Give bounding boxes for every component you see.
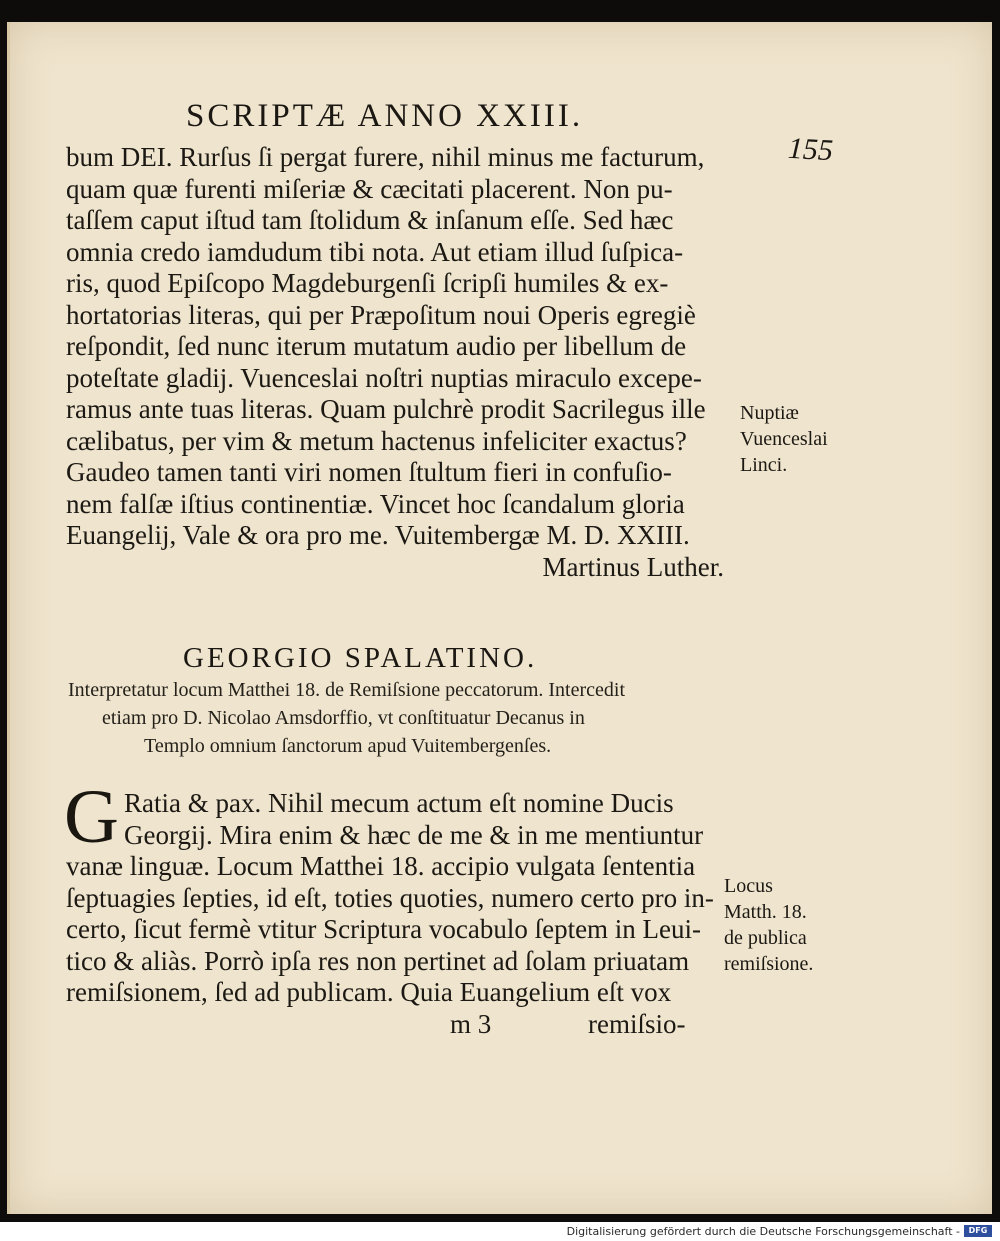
letter-summary [68,676,728,760]
margin-note-line: Locus [724,875,773,897]
drop-cap: G [64,775,119,859]
text-line: bum DEI. Rurſus ſi pergat furere, nihil minus me facturum, [66,142,705,172]
text-line: hortatorias literas, qui per Præpoſitum noui Operis egregiè [66,299,696,330]
page-number: 155 [787,131,834,168]
running-head: SCRIPTÆ ANNO XXIII. [186,98,584,134]
text-line: taſſem caput iſtud tam ſtolidum & inſanum eſſe. Sed hæc [66,205,674,235]
margin-note-nuptiae [740,400,828,478]
text-line: nem falſæ iſtius continentiæ. Vincet hoc ſcandalum gloria [66,488,685,519]
section-heading: GEORGIO SPALATINO. [183,642,538,674]
text-line: certo, ſicut fermè vtitur Scriptura vocabulo ſeptem in Leui- [66,914,702,944]
margin-note-line: Vuenceslai [740,428,828,450]
text-line: Euangelij, Vale & ora pro me. Vuitembergæ M. D. XXIII. [66,520,690,550]
text-line: poteſtate gladij. Vuenceslai noſtri nuptias miraculo excepe- [66,362,702,393]
text-line: remiſsionem, ſed ad publicam. Quia Euangelium eſt vox [66,977,672,1007]
text-line: Gaudeo tamen tanti viri nomen ſtultum fieri in confuſio- [66,457,672,487]
margin-note-line: de publica [724,927,807,949]
text-line: ramus ante tuas literas. Quam pulchrè prodit Sacrilegus ille [66,394,706,424]
text-line: quam quæ furenti miſeriæ & cæcitati placerent. Non pu- [66,173,673,204]
text-line: tico & aliàs. Porrò ipſa res non pertinet ad ſolam priuatam [66,945,690,976]
margin-note-line: Matth. 18. [724,901,807,923]
signature: Martinus Luther. [542,551,724,582]
catchline [66,1009,734,1041]
text-line: omnia credo iamdudum tibi nota. Aut etiam illud ſuſpica- [66,236,684,267]
margin-note-line: remiſsione. [724,953,814,975]
text-line: reſpondit, ſed nunc iterum mutatum audio per libellum de [66,331,687,361]
letter-one-body [66,142,734,583]
dfg-logo-icon: DFG [964,1225,992,1237]
text-line: ſeptuagies ſepties, id eſt, toties quoties, numero certo pro in- [66,882,714,913]
summary-line: etiam pro D. Nicolao Amsdorffio, vt conſtituatur Decanus in [102,707,585,729]
text-line: Georgij. Mira enim & hæc de me & in me mentiuntur [124,819,704,850]
margin-note-line: Linci. [740,454,788,476]
margin-note-locus [724,873,813,977]
margin-note-line: Nuptiæ [740,402,799,424]
text-line: ris, quod Epiſcopo Magdeburgenſi ſcripſi humiles & ex- [66,268,669,298]
letter-two-body [66,788,734,1040]
text-line: cælibatus, per vim & metum hactenus infeliciter exactus? [66,425,687,456]
catchword: remiſsio- [588,1008,686,1039]
funding-credit: Digitalisierung gefördert durch die Deutsche Forschungsgemeinschaft - [566,1225,960,1238]
summary-line: Interpretatur locum Matthei 18. de Remiſsione peccatorum. Intercedit [68,679,626,701]
signature-mark: m 3 [450,1008,492,1039]
text-line: Ratia & pax. Nihil mecum actum eſt nomine Ducis [124,788,674,818]
summary-line: Templo omnium ſanctorum apud Vuitembergenſes. [144,735,552,757]
text-line: vanæ linguæ. Locum Matthei 18. accipio vulgata ſententia [66,851,696,881]
